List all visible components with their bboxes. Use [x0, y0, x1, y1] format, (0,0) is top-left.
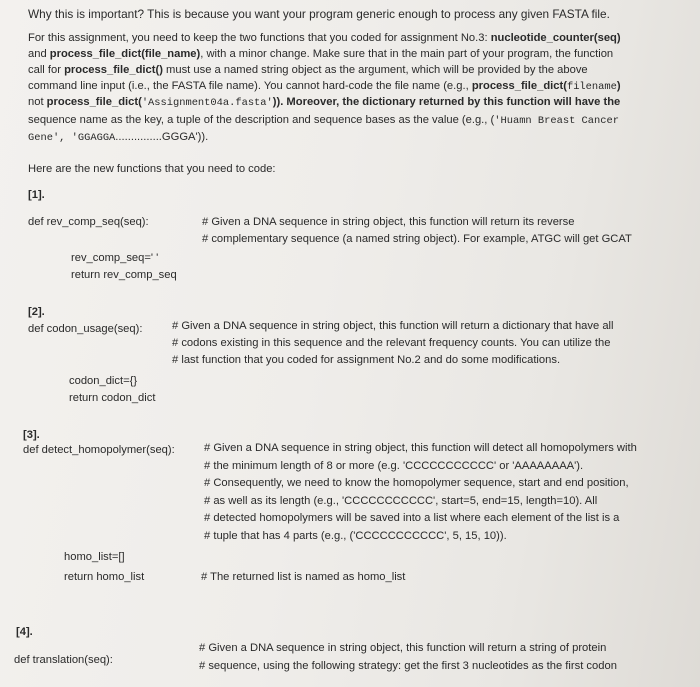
- why-text: This is because you want your program generic enough to process any given FASTA file.: [147, 7, 610, 21]
- code-line: rev_comp_seq=' ': [71, 252, 159, 264]
- function-comment: # detected homopolymers will be saved into a list where each element of the list is a: [204, 512, 620, 524]
- function-comment: # Consequently, we need to know the homopolymer sequence, start and end position,: [204, 477, 629, 489]
- function-comment: # Given a DNA sequence in string object, this function will return its reverse: [202, 216, 575, 228]
- intro-text: , with a minor change. Make sure that in the main part of your program, the function: [200, 48, 614, 60]
- intro-line-3: [28, 63, 588, 77]
- intro-line-4: [28, 79, 621, 94]
- intro-line-6: [28, 113, 619, 128]
- intro-text: not: [28, 96, 47, 108]
- function-comment: # tuple that has 4 parts (e.g., ('CCCCCCCCCCC', 5, 15, 10)).: [204, 530, 507, 542]
- code-line: homo_list=[]: [64, 551, 125, 563]
- section-number: [1].: [28, 189, 45, 201]
- code-literal: filename: [566, 81, 617, 93]
- intro-text: call for: [28, 64, 65, 76]
- intro-line-5: [28, 95, 620, 110]
- function-name: process_file_dict(file_name): [49, 48, 201, 60]
- code-literal: 'Huamn Breast Cancer: [494, 115, 619, 127]
- intro-text: )). Moreover, the dictionary returned by this function will have the: [272, 96, 621, 108]
- function-comment: # Given a DNA sequence in string object, this function will return a string of protein: [199, 642, 607, 654]
- code-line: return rev_comp_seq: [71, 269, 177, 281]
- intro-line-7: [28, 130, 208, 145]
- function-comment: # codons existing in this sequence and the relevant frequency counts. You can utilize the: [172, 337, 611, 349]
- why-important-line: [28, 7, 610, 21]
- function-name: ): [616, 80, 621, 92]
- function-name: process_file_dict(: [471, 80, 567, 92]
- function-comment: # The returned list is named as homo_list: [201, 571, 406, 583]
- code-line: codon_dict={}: [69, 375, 138, 387]
- code-line: return homo_list: [64, 571, 145, 583]
- code-literal: Gene', 'GGAGGA: [28, 132, 116, 144]
- function-name: process_file_dict(: [46, 96, 142, 108]
- code-literal: ...............GGGA'): [115, 131, 202, 143]
- function-comment: # Given a DNA sequence in string object, this function will return a dictionary that have all: [172, 320, 614, 332]
- why-label: Why this is important?: [28, 7, 145, 21]
- intro-text: must use a named string object as the argument, which will be provided by the above: [162, 64, 588, 76]
- intro-text: and: [28, 48, 50, 60]
- section-number: [4].: [16, 626, 33, 638]
- function-def: def translation(seq):: [14, 654, 113, 666]
- function-def: def codon_usage(seq):: [28, 323, 143, 335]
- code-line: return codon_dict: [69, 392, 156, 404]
- function-name: process_file_dict(): [64, 64, 163, 76]
- intro-text: command line input (i.e., the FASTA file name). You cannot hard-code the file name (e.g.,: [28, 80, 472, 92]
- function-comment: # Given a DNA sequence in string object, this function will detect all homopolymers with: [204, 442, 637, 454]
- section-number: [2].: [28, 306, 45, 318]
- function-comment: # last function that you coded for assignment No.2 and do some modifications.: [172, 354, 561, 366]
- function-comment: # the minimum length of 8 or more (e.g. 'CCCCCCCCCCC' or 'AAAAAAAA').: [204, 460, 584, 472]
- section-number: [3].: [23, 429, 40, 441]
- function-comment: # sequence, using the following strategy: get the first 3 nucleotides as the first codon: [199, 660, 617, 672]
- new-functions-heading: Here are the new functions that you need to code:: [28, 163, 276, 175]
- intro-text: For this assignment, you need to keep the two functions that you coded for assignment No.3:: [28, 32, 491, 44]
- function-def: def detect_homopolymer(seq):: [23, 444, 175, 456]
- intro-line-1: [28, 31, 621, 45]
- function-def: def rev_comp_seq(seq):: [28, 216, 149, 228]
- intro-line-2: [28, 47, 613, 61]
- intro-text: sequence name as the key, a tuple of the description and sequence bases as the value (e.g., (: [28, 114, 495, 126]
- intro-text: ).: [201, 131, 209, 143]
- function-name: nucleotide_counter(seq): [490, 32, 621, 44]
- function-comment: # complementary sequence (a named string object). For example, ATGC will get GCAT: [202, 233, 632, 245]
- function-comment: # as well as its length (e.g., 'CCCCCCCCCCC', start=5, end=15, length=10). All: [204, 495, 598, 507]
- code-literal: 'Assignment04a.fasta': [141, 97, 273, 109]
